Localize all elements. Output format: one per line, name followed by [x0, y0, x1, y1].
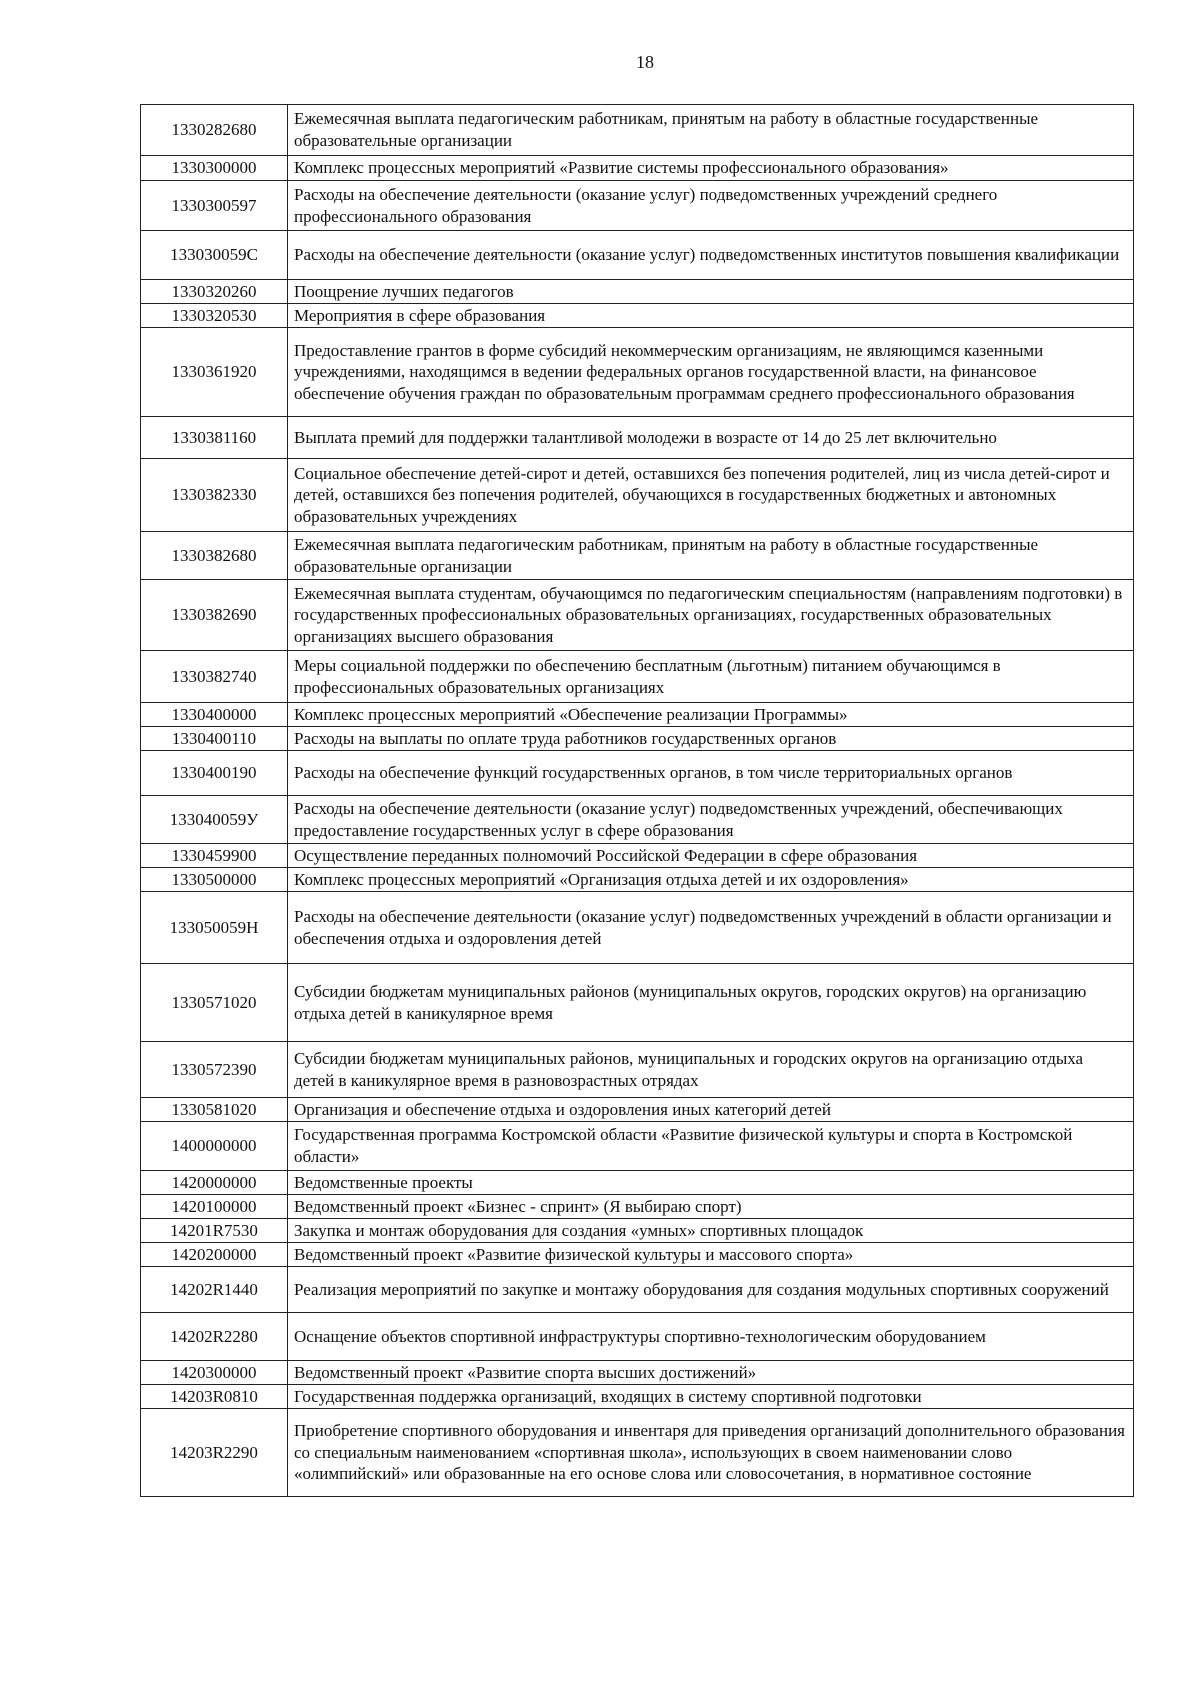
row-description: Ведомственный проект «Бизнес - спринт» (Я выбираю спорт) [288, 1195, 1134, 1219]
row-description: Расходы на обеспечение функций государственных органов, в том числе территориальных органов [288, 751, 1134, 796]
row-code: 1330382330 [141, 459, 288, 532]
row-code: 14203R2290 [141, 1409, 288, 1497]
row-description: Закупка и монтаж оборудования для создания «умных» спортивных площадок [288, 1219, 1134, 1243]
row-description: Приобретение спортивного оборудования и инвентаря для приведения организаций дополнительного образования со специальным наименованием «спортивная школа», использующих в своем наименовании слово «олимпийский» или образованные на его основе слова или словосочетания, в нормативное состояние [288, 1409, 1134, 1497]
table-row [141, 105, 1134, 156]
row-description: Выплата премий для поддержки талантливой молодежи в возрасте от 14 до 25 лет включительно [288, 417, 1134, 459]
row-description: Ведомственные проекты [288, 1171, 1134, 1195]
row-description: Государственная программа Костромской области «Развитие физической культуры и спорта в Костромской области» [288, 1122, 1134, 1171]
table-row [141, 751, 1134, 796]
table-row [141, 964, 1134, 1042]
row-code: 1420000000 [141, 1171, 288, 1195]
row-code: 14203R0810 [141, 1385, 288, 1409]
table-row [141, 231, 1134, 280]
table-row [141, 892, 1134, 964]
row-description: Поощрение лучших педагогов [288, 280, 1134, 304]
row-description: Мероприятия в сфере образования [288, 304, 1134, 328]
row-code: 1330459900 [141, 844, 288, 868]
table-row [141, 1361, 1134, 1385]
row-description: Субсидии бюджетам муниципальных районов, муниципальных и городских округов на организацию отдыха детей в каникулярное время в разновозрастных отрядах [288, 1042, 1134, 1098]
row-description: Меры социальной поддержки по обеспечению бесплатным (льготным) питанием обучающимся в профессиональных образовательных организациях [288, 651, 1134, 703]
table-row [141, 580, 1134, 651]
row-code: 1420200000 [141, 1243, 288, 1267]
row-code: 1330320530 [141, 304, 288, 328]
row-code: 133050059Н [141, 892, 288, 964]
table-row [141, 328, 1134, 417]
table-row [141, 1385, 1134, 1409]
row-code: 1330382690 [141, 580, 288, 651]
row-description: Реализация мероприятий по закупке и монтажу оборудования для создания модульных спортивных сооружений [288, 1267, 1134, 1313]
row-description: Оснащение объектов спортивной инфраструктуры спортивно-технологическим оборудованием [288, 1313, 1134, 1361]
row-description: Ежемесячная выплата студентам, обучающимся по педагогическим специальностям (направлениям подготовки) в государственных профессиональных образовательных организациях, государственных образовательных организациях высшего образования [288, 580, 1134, 651]
row-code: 1330581020 [141, 1098, 288, 1122]
table-row [141, 1313, 1134, 1361]
table-row [141, 304, 1134, 328]
row-description: Расходы на обеспечение деятельности (оказание услуг) подведомственных учреждений, обеспечивающих предоставление государственных услуг в сфере образования [288, 796, 1134, 844]
row-code: 1330500000 [141, 868, 288, 892]
row-code: 1420100000 [141, 1195, 288, 1219]
table-row [141, 1195, 1134, 1219]
table-row [141, 1409, 1134, 1497]
row-description: Предоставление грантов в форме субсидий некоммерческим организациям, не являющимся казенными учреждениями, находящимся в ведении федеральных органов государственной власти, на финансовое обеспечение обучения граждан по образовательным программам среднего профессионального образования [288, 328, 1134, 417]
row-code: 133040059У [141, 796, 288, 844]
row-code: 14202R1440 [141, 1267, 288, 1313]
row-code: 1330400000 [141, 703, 288, 727]
row-code: 1330361920 [141, 328, 288, 417]
row-description: Организация и обеспечение отдыха и оздоровления иных категорий детей [288, 1098, 1134, 1122]
table-row [141, 181, 1134, 231]
row-code: 1330320260 [141, 280, 288, 304]
row-description: Осуществление переданных полномочий Российской Федерации в сфере образования [288, 844, 1134, 868]
row-code: 133030059C [141, 231, 288, 280]
table-row [141, 1267, 1134, 1313]
row-code: 1330382680 [141, 532, 288, 580]
row-code: 1330381160 [141, 417, 288, 459]
table-body [141, 105, 1134, 1497]
row-description: Ведомственный проект «Развитие физической культуры и массового спорта» [288, 1243, 1134, 1267]
table-row [141, 1171, 1134, 1195]
table-row [141, 417, 1134, 459]
table-row [141, 1243, 1134, 1267]
table-row [141, 1219, 1134, 1243]
row-description: Расходы на обеспечение деятельности (оказание услуг) подведомственных институтов повышения квалификации [288, 231, 1134, 280]
row-description: Расходы на выплаты по оплате труда работников государственных органов [288, 727, 1134, 751]
table-row [141, 156, 1134, 181]
row-description: Социальное обеспечение детей-сирот и детей, оставшихся без попечения родителей, лиц из числа детей-сирот и детей, оставшихся без попечения родителей, обучающихся в государственных бюджетных и автономных образовательных учреждениях [288, 459, 1134, 532]
row-code: 1420300000 [141, 1361, 288, 1385]
table-row [141, 796, 1134, 844]
row-description: Комплекс процессных мероприятий «Организация отдыха детей и их оздоровления» [288, 868, 1134, 892]
table-row [141, 844, 1134, 868]
table-row [141, 727, 1134, 751]
row-code: 1330300000 [141, 156, 288, 181]
page-number: 18 [636, 52, 654, 72]
row-code: 14202R2280 [141, 1313, 288, 1361]
row-code: 1330282680 [141, 105, 288, 156]
table-row [141, 651, 1134, 703]
row-description: Государственная поддержка организаций, входящих в систему спортивной подготовки [288, 1385, 1134, 1409]
row-description: Ежемесячная выплата педагогическим работникам, принятым на работу в областные государственные образовательные организации [288, 532, 1134, 580]
row-description: Комплекс процессных мероприятий «Обеспечение реализации Программы» [288, 703, 1134, 727]
row-description: Субсидии бюджетам муниципальных районов (муниципальных округов, городских округов) на организацию отдыха детей в каникулярное время [288, 964, 1134, 1042]
table-row [141, 532, 1134, 580]
table-row [141, 868, 1134, 892]
row-description: Расходы на обеспечение деятельности (оказание услуг) подведомственных учреждений в области организации и обеспечения отдыха и оздоровления детей [288, 892, 1134, 964]
row-code: 1330400190 [141, 751, 288, 796]
table-row [141, 1098, 1134, 1122]
table-row [141, 1122, 1134, 1171]
row-code: 1400000000 [141, 1122, 288, 1171]
row-code: 1330571020 [141, 964, 288, 1042]
table-row [141, 459, 1134, 532]
row-description: Расходы на обеспечение деятельности (оказание услуг) подведомственных учреждений среднего профессионального образования [288, 181, 1134, 231]
row-description: Ежемесячная выплата педагогическим работникам, принятым на работу в областные государственные образовательные организации [288, 105, 1134, 156]
row-code: 1330382740 [141, 651, 288, 703]
table-row [141, 703, 1134, 727]
budget-codes-table [140, 104, 1134, 1497]
row-description: Комплекс процессных мероприятий «Развитие системы профессионального образования» [288, 156, 1134, 181]
row-code: 1330400110 [141, 727, 288, 751]
table-row [141, 280, 1134, 304]
row-description: Ведомственный проект «Развитие спорта высших достижений» [288, 1361, 1134, 1385]
row-code: 14201R7530 [141, 1219, 288, 1243]
row-code: 1330572390 [141, 1042, 288, 1098]
row-code: 1330300597 [141, 181, 288, 231]
table-row [141, 1042, 1134, 1098]
